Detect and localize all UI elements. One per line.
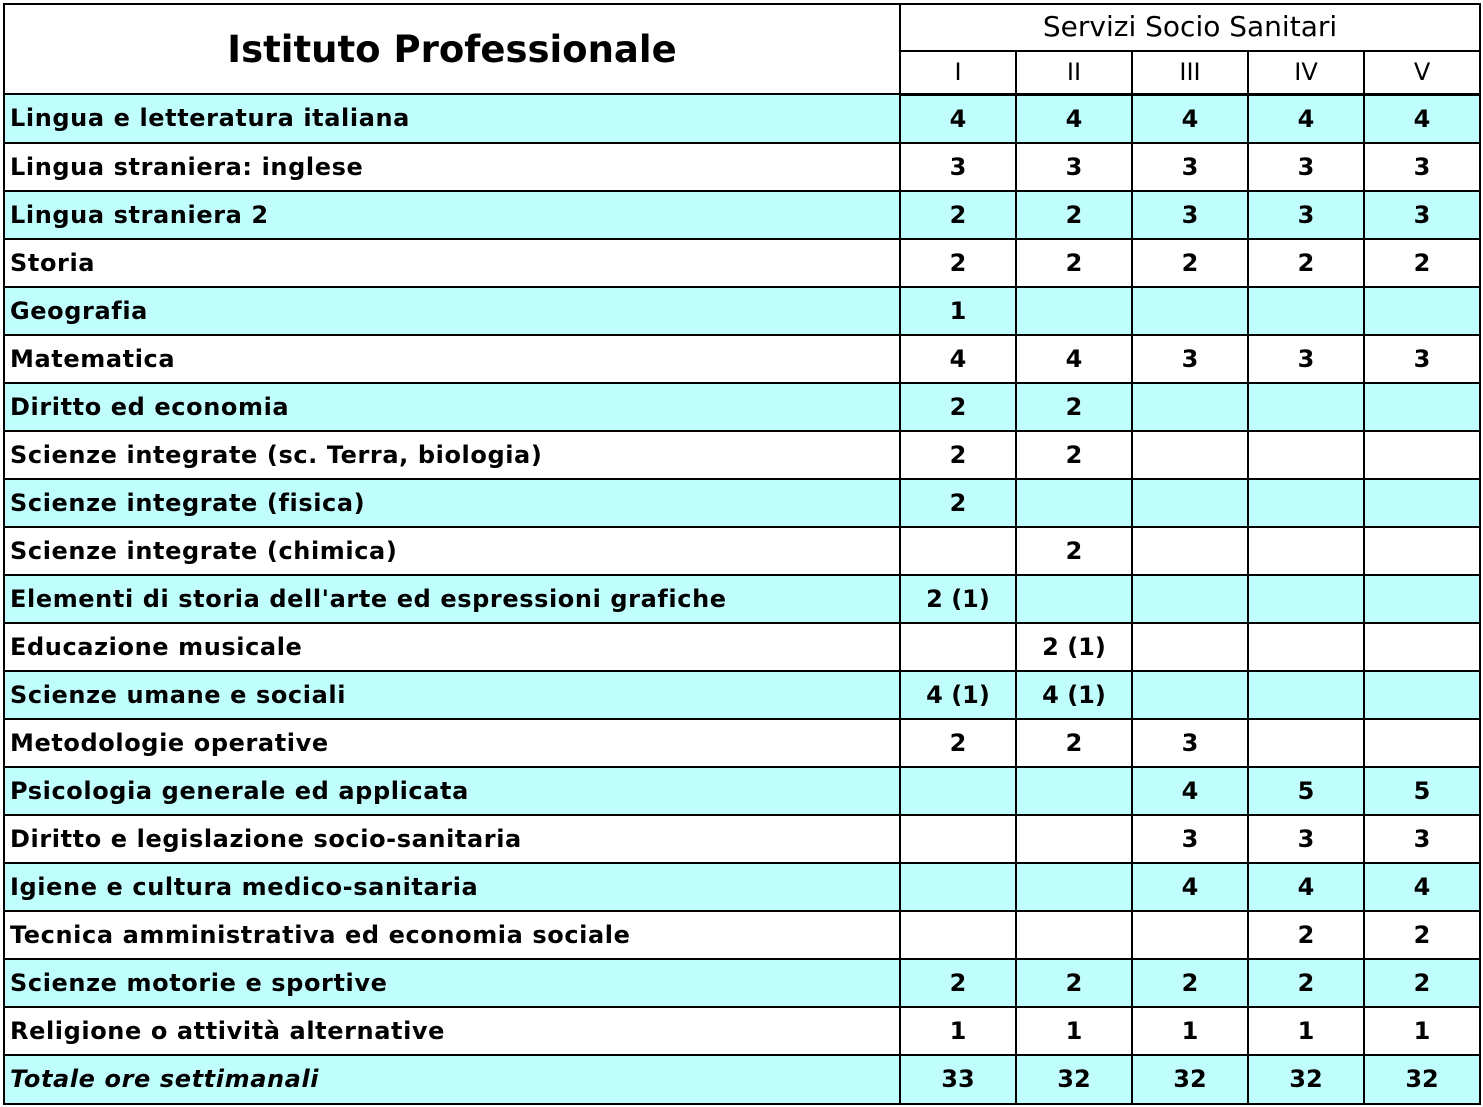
table-row <box>4 959 1480 1007</box>
hours-cell: 2 <box>1248 959 1364 1007</box>
subject-name: Igiene e cultura medico-sanitaria <box>4 863 900 911</box>
hours-cell <box>1364 287 1480 335</box>
hours-cell: 2 <box>1016 527 1132 575</box>
total-row <box>4 1055 1480 1103</box>
hours-cell: 2 <box>1016 383 1132 431</box>
table-row <box>4 383 1480 431</box>
hours-cell: 4 <box>1364 94 1480 143</box>
total-label: Totale ore settimanali <box>4 1055 900 1103</box>
hours-cell <box>900 767 1016 815</box>
hours-cell <box>1132 623 1248 671</box>
year-header: III <box>1132 51 1248 94</box>
hours-cell <box>1364 527 1480 575</box>
hours-cell: 4 <box>1248 863 1364 911</box>
hours-cell <box>1364 383 1480 431</box>
table-row <box>4 239 1480 287</box>
year-header: II <box>1016 51 1132 94</box>
hours-cell: 2 (1) <box>900 575 1016 623</box>
subject-name: Scienze integrate (sc. Terra, biologia) <box>4 431 900 479</box>
subject-name: Matematica <box>4 335 900 383</box>
hours-cell: 4 <box>1016 94 1132 143</box>
total-hours-cell: 32 <box>1364 1055 1480 1103</box>
subject-name: Lingua straniera: inglese <box>4 143 900 191</box>
hours-cell <box>1016 287 1132 335</box>
hours-cell <box>1016 575 1132 623</box>
subject-name: Diritto ed economia <box>4 383 900 431</box>
table-body <box>4 94 1480 1104</box>
hours-cell <box>1248 383 1364 431</box>
hours-cell: 5 <box>1364 767 1480 815</box>
hours-cell: 2 <box>1016 239 1132 287</box>
hours-cell: 3 <box>1364 191 1480 239</box>
hours-cell <box>1248 479 1364 527</box>
table-row <box>4 431 1480 479</box>
table-row <box>4 575 1480 623</box>
hours-cell: 4 <box>1016 335 1132 383</box>
table-row <box>4 527 1480 575</box>
hours-cell <box>1248 671 1364 719</box>
hours-cell <box>1132 671 1248 719</box>
hours-cell <box>1364 431 1480 479</box>
hours-cell: 2 <box>900 719 1016 767</box>
hours-cell: 4 <box>1364 863 1480 911</box>
hours-cell <box>1248 287 1364 335</box>
table-row <box>4 94 1480 143</box>
hours-cell <box>1248 719 1364 767</box>
subject-name: Educazione musicale <box>4 623 900 671</box>
year-header: V <box>1364 51 1480 94</box>
hours-cell <box>1132 431 1248 479</box>
subject-name: Religione o attività alternative <box>4 1007 900 1055</box>
hours-cell: 2 <box>1016 719 1132 767</box>
hours-cell: 4 <box>1132 767 1248 815</box>
hours-cell <box>1132 527 1248 575</box>
subject-name: Metodologie operative <box>4 719 900 767</box>
hours-cell: 2 <box>1132 239 1248 287</box>
hours-cell: 4 <box>900 94 1016 143</box>
hours-cell: 2 <box>1248 239 1364 287</box>
hours-cell: 2 <box>1132 959 1248 1007</box>
hours-cell: 3 <box>1132 143 1248 191</box>
hours-cell: 3 <box>1364 335 1480 383</box>
total-hours-cell: 32 <box>1016 1055 1132 1103</box>
curriculum-table <box>3 3 1481 1105</box>
hours-cell <box>1016 863 1132 911</box>
subject-name: Lingua e letteratura italiana <box>4 94 900 143</box>
hours-cell <box>1016 767 1132 815</box>
hours-cell <box>1016 911 1132 959</box>
hours-cell: 2 <box>1364 911 1480 959</box>
subject-name: Lingua straniera 2 <box>4 191 900 239</box>
hours-cell <box>1364 671 1480 719</box>
hours-cell: 2 <box>1016 959 1132 1007</box>
hours-cell <box>1364 575 1480 623</box>
course-name-header: Servizi Socio Sanitari <box>900 4 1480 51</box>
table-row <box>4 335 1480 383</box>
table-row <box>4 863 1480 911</box>
table-row <box>4 143 1480 191</box>
hours-cell: 4 (1) <box>1016 671 1132 719</box>
hours-cell: 2 <box>900 959 1016 1007</box>
hours-cell: 2 <box>900 239 1016 287</box>
hours-cell: 4 <box>1248 94 1364 143</box>
hours-cell <box>1364 719 1480 767</box>
hours-cell: 1 <box>1132 1007 1248 1055</box>
hours-cell: 1 <box>1016 1007 1132 1055</box>
hours-cell <box>1016 815 1132 863</box>
total-hours-cell: 32 <box>1248 1055 1364 1103</box>
hours-cell <box>1132 383 1248 431</box>
hours-cell <box>1248 623 1364 671</box>
hours-cell: 4 (1) <box>900 671 1016 719</box>
hours-cell: 2 <box>900 191 1016 239</box>
hours-cell: 3 <box>1132 335 1248 383</box>
hours-cell: 4 <box>1132 863 1248 911</box>
subject-name: Geografia <box>4 287 900 335</box>
table-row <box>4 623 1480 671</box>
hours-cell: 1 <box>1364 1007 1480 1055</box>
hours-cell: 3 <box>1132 719 1248 767</box>
table-row <box>4 287 1480 335</box>
table-row <box>4 479 1480 527</box>
hours-cell <box>1248 431 1364 479</box>
table-row <box>4 719 1480 767</box>
subject-name: Elementi di storia dell'arte ed espressioni grafiche <box>4 575 900 623</box>
subject-name: Scienze integrate (fisica) <box>4 479 900 527</box>
hours-cell: 3 <box>1016 143 1132 191</box>
hours-cell: 2 <box>1016 431 1132 479</box>
hours-cell: 2 <box>1248 911 1364 959</box>
hours-cell: 2 <box>1016 191 1132 239</box>
total-hours-cell: 32 <box>1132 1055 1248 1103</box>
hours-cell <box>900 527 1016 575</box>
hours-cell: 2 <box>1364 239 1480 287</box>
hours-cell: 3 <box>1132 815 1248 863</box>
subject-name: Diritto e legislazione socio-sanitaria <box>4 815 900 863</box>
hours-cell: 2 <box>1364 959 1480 1007</box>
year-header: I <box>900 51 1016 94</box>
hours-cell: 3 <box>1248 335 1364 383</box>
hours-cell: 3 <box>1364 143 1480 191</box>
hours-cell <box>900 815 1016 863</box>
table-row <box>4 767 1480 815</box>
table-row <box>4 671 1480 719</box>
subject-name: Psicologia generale ed applicata <box>4 767 900 815</box>
hours-cell: 3 <box>900 143 1016 191</box>
total-hours-cell: 33 <box>900 1055 1016 1103</box>
hours-cell: 2 <box>900 431 1016 479</box>
curriculum-table-wrapper <box>3 3 1478 1103</box>
hours-cell <box>1132 287 1248 335</box>
hours-cell: 2 <box>900 479 1016 527</box>
table-title: Istituto Professionale <box>4 4 900 94</box>
hours-cell <box>1132 479 1248 527</box>
hours-cell: 3 <box>1248 143 1364 191</box>
hours-cell: 1 <box>1248 1007 1364 1055</box>
table-row <box>4 191 1480 239</box>
hours-cell <box>900 623 1016 671</box>
hours-cell <box>1132 575 1248 623</box>
subject-name: Scienze integrate (chimica) <box>4 527 900 575</box>
table-row <box>4 911 1480 959</box>
hours-cell: 4 <box>1132 94 1248 143</box>
hours-cell <box>1364 623 1480 671</box>
hours-cell: 5 <box>1248 767 1364 815</box>
hours-cell <box>1248 527 1364 575</box>
table-row <box>4 815 1480 863</box>
hours-cell: 3 <box>1364 815 1480 863</box>
hours-cell: 3 <box>1132 191 1248 239</box>
hours-cell: 3 <box>1248 815 1364 863</box>
hours-cell: 1 <box>900 287 1016 335</box>
year-header: IV <box>1248 51 1364 94</box>
hours-cell <box>1248 575 1364 623</box>
hours-cell: 3 <box>1248 191 1364 239</box>
hours-cell: 1 <box>900 1007 1016 1055</box>
subject-name: Tecnica amministrativa ed economia sociale <box>4 911 900 959</box>
hours-cell <box>1364 479 1480 527</box>
subject-name: Scienze umane e sociali <box>4 671 900 719</box>
hours-cell <box>900 863 1016 911</box>
hours-cell <box>900 911 1016 959</box>
hours-cell <box>1016 479 1132 527</box>
table-row <box>4 1007 1480 1055</box>
subject-name: Storia <box>4 239 900 287</box>
table-header <box>4 4 1480 94</box>
hours-cell: 2 (1) <box>1016 623 1132 671</box>
hours-cell: 2 <box>900 383 1016 431</box>
subject-name: Scienze motorie e sportive <box>4 959 900 1007</box>
hours-cell: 4 <box>900 335 1016 383</box>
hours-cell <box>1132 911 1248 959</box>
